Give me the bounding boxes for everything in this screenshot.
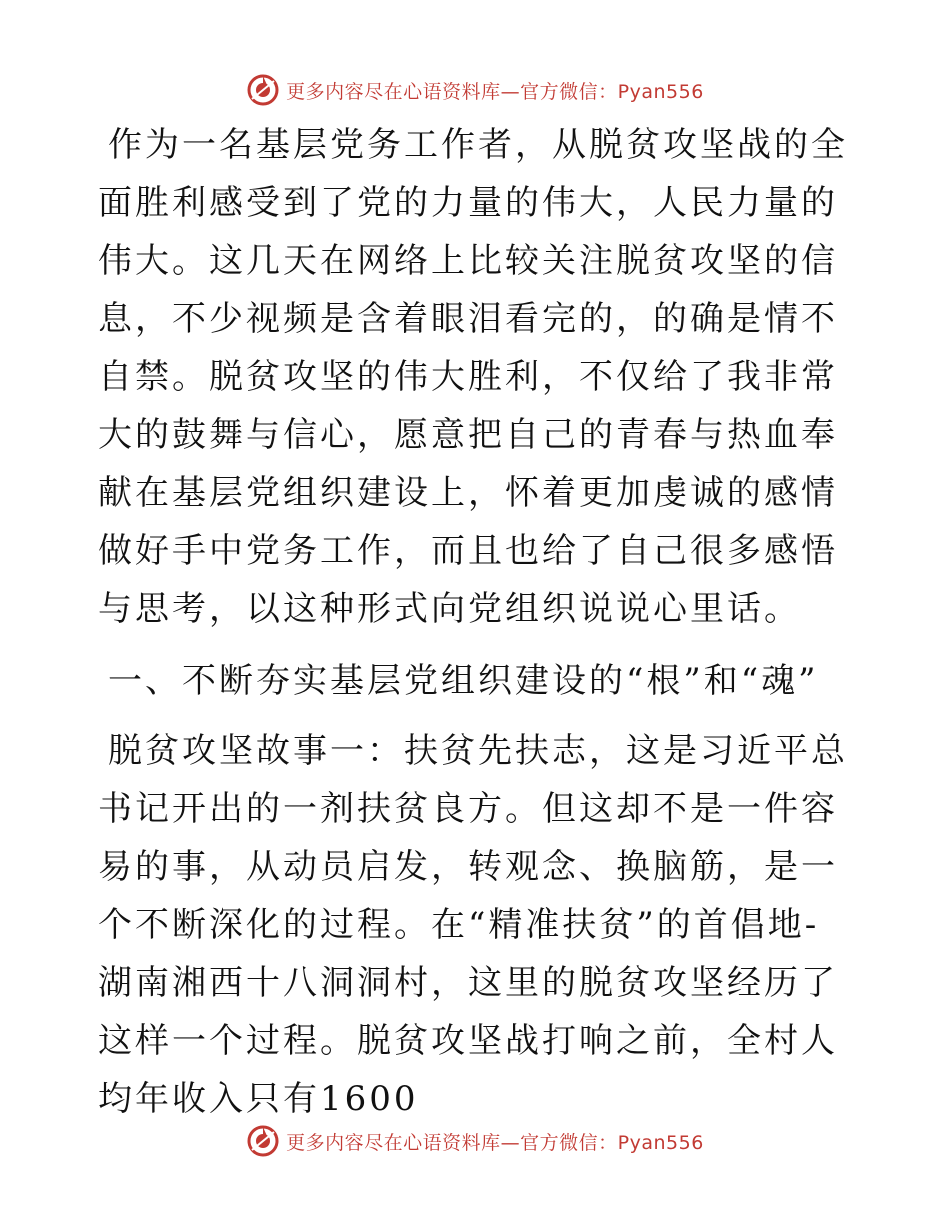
paragraph-intro: 作为一名基层党务工作者，从脱贫攻坚战的全面胜利感受到了党的力量的伟大，人民力量的伟大。这几天在网络上比较关注脱贫攻坚的信息，不少视频是含着眼泪看完的，的确是情不自禁。脱贫攻坚的伟大胜利，不仅给了我非常大的鼓舞与信心，愿意把自己的青春与热血奉献在基层党组织建设上，怀着更加虔诚的感情做好手中党务工作，而且也给了自己很多感悟与思考，以这种形式向党组织说说心里话。 [98,125,848,629]
brand-logo-icon [246,73,280,107]
document-body [98,116,850,1128]
brand-logo-icon [246,1124,280,1158]
header-banner [0,70,950,110]
section-heading-1: 一、不断夯实基层党组织建设的“根”和“魂” [108,661,819,701]
paragraph-story-1: 脱贫攻坚故事一：扶贫先扶志，这是习近平总书记开出的一剂扶贫良方。但这却不是一件容易的事，从动员启发，转观念、换脑筋，是一个不断深化的过程。在“精准扶贫”的首倡地‐湖南湘西十八洞洞村，这里的脱贫攻坚经历了这样一个过程。脱贫攻坚战打响之前，全村人均年收入只有1600 [98,731,848,1119]
footer-banner-text: 更多内容尽在心语资料库—官方微信：Pyan556 [286,1131,704,1154]
footer-banner [0,1121,950,1161]
header-banner-text: 更多内容尽在心语资料库—官方微信：Pyan556 [286,80,704,103]
